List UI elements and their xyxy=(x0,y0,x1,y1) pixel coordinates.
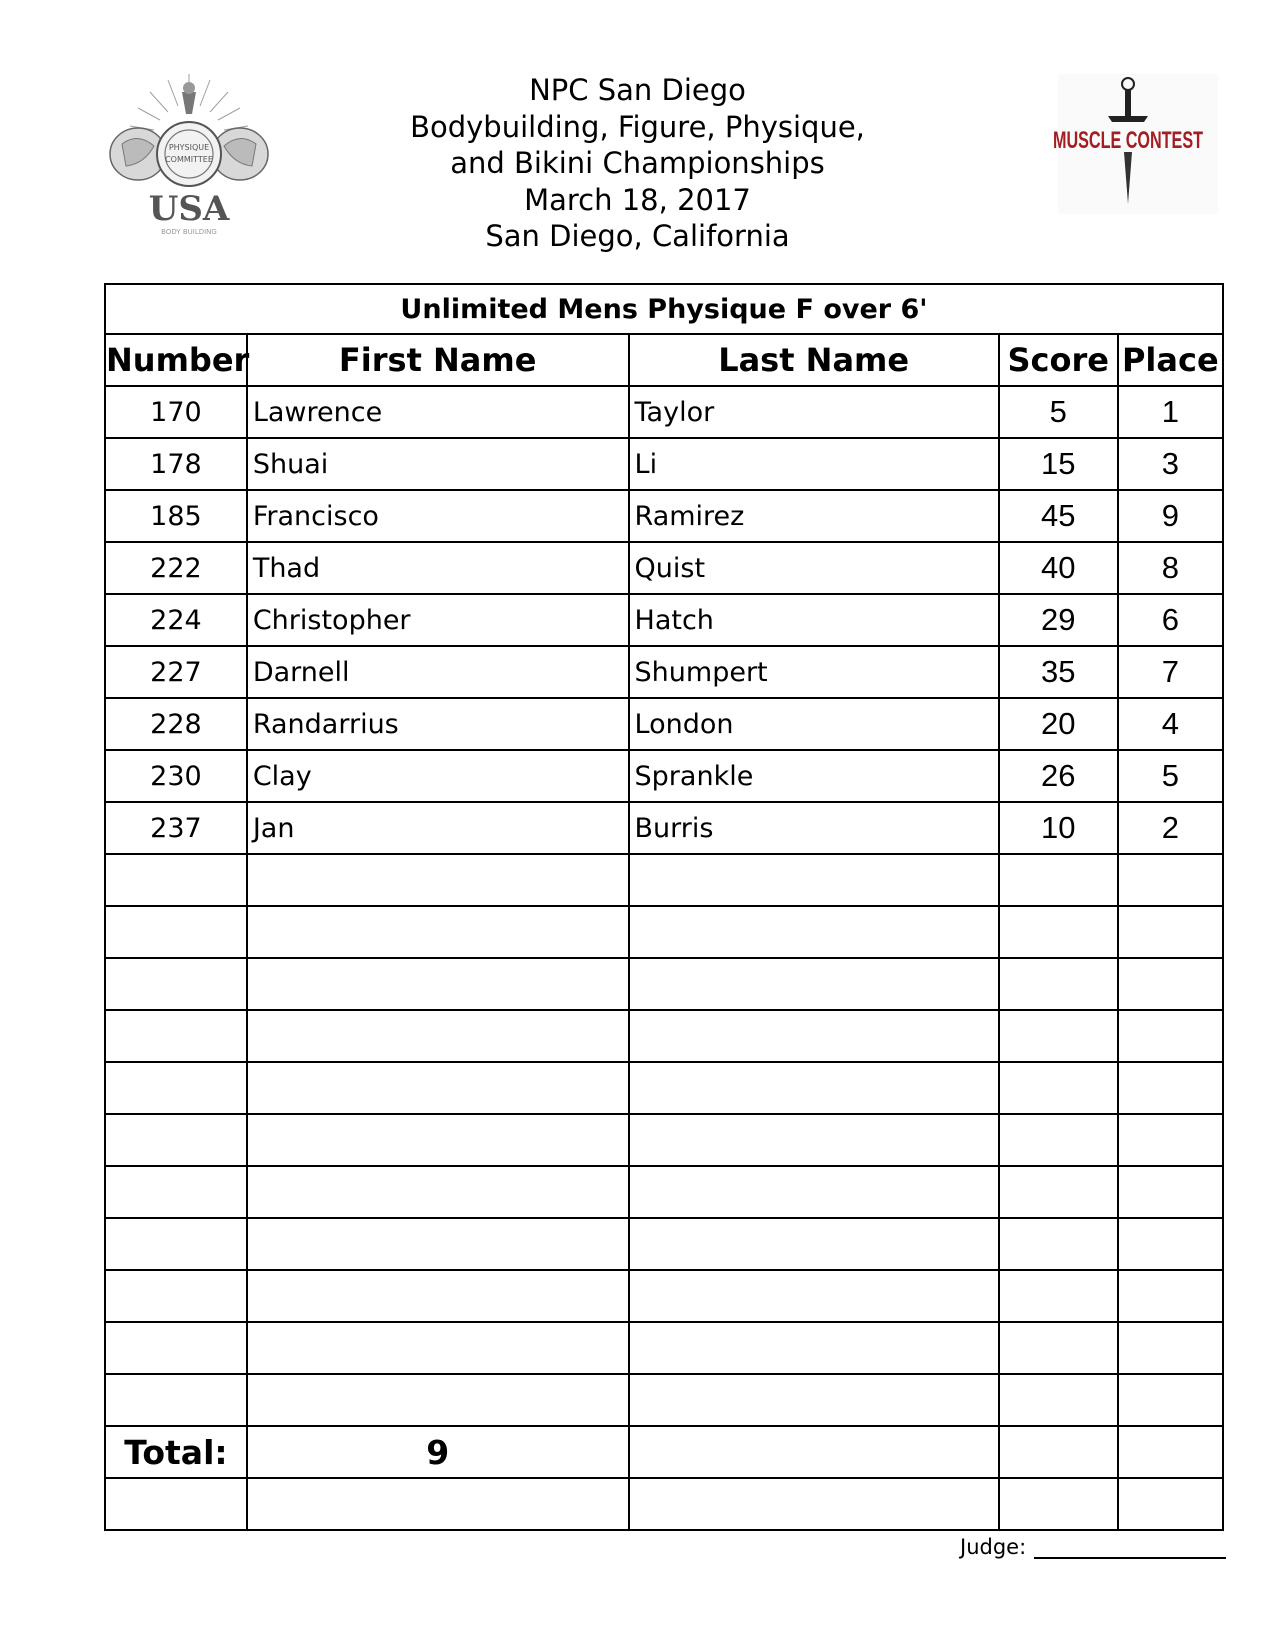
muscle-contest-logo xyxy=(1053,74,1218,214)
empty-cell xyxy=(1118,906,1223,958)
col-score: Score xyxy=(999,334,1118,386)
event-header xyxy=(300,72,975,255)
cell-last-name: Sprankle xyxy=(629,750,999,802)
svg-text:COMMITTEE: COMMITTEE xyxy=(165,155,213,164)
table-row xyxy=(105,802,1223,854)
usa-logo-subtext: BODY BUILDING xyxy=(161,228,217,236)
empty-row xyxy=(105,1374,1223,1426)
cell-place: 1 xyxy=(1118,386,1223,438)
column-header-row xyxy=(105,334,1223,386)
empty-row xyxy=(105,906,1223,958)
empty-cell xyxy=(629,1218,999,1270)
empty-cell xyxy=(629,1478,999,1530)
empty-row xyxy=(105,854,1223,906)
cell-last-name: Hatch xyxy=(629,594,999,646)
cell-first-name: Clay xyxy=(247,750,629,802)
table-row xyxy=(105,698,1223,750)
empty-cell xyxy=(999,1322,1118,1374)
empty-cell xyxy=(629,1270,999,1322)
svg-text:PHYSIQUE: PHYSIQUE xyxy=(168,143,210,152)
col-number: Number xyxy=(105,334,247,386)
cell-place: 2 xyxy=(1118,802,1223,854)
empty-cell xyxy=(999,1166,1118,1218)
empty-row xyxy=(105,1062,1223,1114)
cell-score: 5 xyxy=(999,386,1118,438)
cell-score: 45 xyxy=(999,490,1118,542)
cell-number: 170 xyxy=(105,386,247,438)
empty-cell xyxy=(629,1010,999,1062)
table-row xyxy=(105,438,1223,490)
empty-cell xyxy=(629,1426,999,1478)
event-divisions: Bodybuilding, Figure, Physique, xyxy=(410,109,865,144)
table-row xyxy=(105,646,1223,698)
judge-signature xyxy=(960,1535,1226,1559)
empty-cell xyxy=(1118,1166,1223,1218)
empty-cell xyxy=(247,854,629,906)
empty-cell xyxy=(105,854,247,906)
cell-number: 227 xyxy=(105,646,247,698)
empty-cell xyxy=(1118,1478,1223,1530)
cell-place: 8 xyxy=(1118,542,1223,594)
table-row xyxy=(105,594,1223,646)
total-label: Total: xyxy=(105,1426,247,1478)
empty-cell xyxy=(1118,1322,1223,1374)
cell-number: 228 xyxy=(105,698,247,750)
cell-place: 3 xyxy=(1118,438,1223,490)
empty-cell xyxy=(247,1374,629,1426)
judge-label: Judge: xyxy=(960,1535,1027,1559)
cell-place: 5 xyxy=(1118,750,1223,802)
empty-cell xyxy=(105,958,247,1010)
empty-cell xyxy=(247,1478,629,1530)
empty-cell xyxy=(999,1010,1118,1062)
empty-cell xyxy=(1118,854,1223,906)
judge-signature-line[interactable] xyxy=(1034,1539,1226,1559)
empty-cell xyxy=(105,1270,247,1322)
cell-first-name: Shuai xyxy=(247,438,629,490)
cell-place: 9 xyxy=(1118,490,1223,542)
class-title: Unlimited Mens Physique F over 6' xyxy=(105,284,1223,334)
empty-cell xyxy=(105,1010,247,1062)
empty-cell xyxy=(105,1062,247,1114)
cell-place: 4 xyxy=(1118,698,1223,750)
empty-cell xyxy=(999,1478,1118,1530)
table-row xyxy=(105,542,1223,594)
cell-number: 185 xyxy=(105,490,247,542)
empty-cell xyxy=(999,906,1118,958)
empty-cell xyxy=(247,1270,629,1322)
col-first-name: First Name xyxy=(247,334,629,386)
empty-cell xyxy=(105,1374,247,1426)
empty-cell xyxy=(247,1218,629,1270)
table-row xyxy=(105,750,1223,802)
empty-cell xyxy=(629,1322,999,1374)
total-value: 9 xyxy=(247,1426,629,1478)
cell-score: 10 xyxy=(999,802,1118,854)
empty-cell xyxy=(629,906,999,958)
cell-first-name: Darnell xyxy=(247,646,629,698)
empty-cell xyxy=(1118,958,1223,1010)
table-row xyxy=(105,386,1223,438)
cell-last-name: Taylor xyxy=(629,386,999,438)
results-sheet xyxy=(104,283,1224,1525)
cell-last-name: Li xyxy=(629,438,999,490)
cell-score: 35 xyxy=(999,646,1118,698)
empty-row xyxy=(105,1270,1223,1322)
event-location: San Diego, California xyxy=(485,219,790,253)
empty-cell xyxy=(1118,1114,1223,1166)
empty-cell xyxy=(999,958,1118,1010)
empty-cell xyxy=(105,1114,247,1166)
empty-row xyxy=(105,1166,1223,1218)
empty-cell xyxy=(1118,1270,1223,1322)
empty-cell xyxy=(1118,1426,1223,1478)
cell-place: 7 xyxy=(1118,646,1223,698)
event-divisions-cont: and Bikini Championships xyxy=(450,146,825,180)
cell-number: 178 xyxy=(105,438,247,490)
usa-logo-text: USA xyxy=(148,189,230,229)
empty-cell xyxy=(999,854,1118,906)
empty-cell xyxy=(999,1062,1118,1114)
empty-cell xyxy=(1118,1374,1223,1426)
empty-row xyxy=(105,1010,1223,1062)
cell-place: 6 xyxy=(1118,594,1223,646)
event-date: March 18, 2017 xyxy=(524,182,751,217)
event-organizer: NPC San Diego xyxy=(529,73,746,107)
empty-cell xyxy=(629,1374,999,1426)
cell-last-name: Shumpert xyxy=(629,646,999,698)
cell-score: 20 xyxy=(999,698,1118,750)
empty-row xyxy=(105,1322,1223,1374)
empty-cell xyxy=(999,1114,1118,1166)
table-row xyxy=(105,490,1223,542)
cell-last-name: Burris xyxy=(629,802,999,854)
empty-cell xyxy=(105,1218,247,1270)
cell-last-name: London xyxy=(629,698,999,750)
results-table xyxy=(104,283,1224,1531)
empty-cell xyxy=(247,1062,629,1114)
empty-cell xyxy=(247,1322,629,1374)
empty-cell xyxy=(1118,1218,1223,1270)
empty-cell xyxy=(105,906,247,958)
empty-cell xyxy=(105,1166,247,1218)
empty-cell xyxy=(629,1114,999,1166)
cell-score: 29 xyxy=(999,594,1118,646)
cell-number: 222 xyxy=(105,542,247,594)
empty-row xyxy=(105,1478,1223,1530)
cell-first-name: Francisco xyxy=(247,490,629,542)
cell-first-name: Thad xyxy=(247,542,629,594)
empty-cell xyxy=(105,1478,247,1530)
cell-last-name: Ramirez xyxy=(629,490,999,542)
empty-cell xyxy=(105,1322,247,1374)
class-title-row xyxy=(105,284,1223,334)
cell-first-name: Randarrius xyxy=(247,698,629,750)
cell-score: 26 xyxy=(999,750,1118,802)
npc-usa-logo xyxy=(108,74,270,244)
empty-row xyxy=(105,958,1223,1010)
empty-row xyxy=(105,1114,1223,1166)
empty-cell xyxy=(999,1374,1118,1426)
empty-cell xyxy=(629,958,999,1010)
empty-cell xyxy=(629,854,999,906)
cell-first-name: Lawrence xyxy=(247,386,629,438)
col-last-name: Last Name xyxy=(629,334,999,386)
empty-cell xyxy=(999,1426,1118,1478)
empty-row xyxy=(105,1218,1223,1270)
empty-cell xyxy=(1118,1062,1223,1114)
empty-cell xyxy=(247,958,629,1010)
cell-first-name: Christopher xyxy=(247,594,629,646)
empty-cell xyxy=(1118,1010,1223,1062)
empty-cell xyxy=(247,1114,629,1166)
empty-cell xyxy=(629,1062,999,1114)
cell-number: 224 xyxy=(105,594,247,646)
muscle-contest-text: MUSCLE CONTEST xyxy=(1053,127,1204,154)
cell-number: 230 xyxy=(105,750,247,802)
empty-cell xyxy=(999,1218,1118,1270)
total-row xyxy=(105,1426,1223,1478)
empty-cell xyxy=(247,1010,629,1062)
col-place: Place xyxy=(1118,334,1223,386)
empty-cell xyxy=(999,1270,1118,1322)
cell-score: 15 xyxy=(999,438,1118,490)
cell-score: 40 xyxy=(999,542,1118,594)
cell-number: 237 xyxy=(105,802,247,854)
empty-cell xyxy=(247,906,629,958)
cell-last-name: Quist xyxy=(629,542,999,594)
empty-cell xyxy=(247,1166,629,1218)
cell-first-name: Jan xyxy=(247,802,629,854)
empty-cell xyxy=(629,1166,999,1218)
